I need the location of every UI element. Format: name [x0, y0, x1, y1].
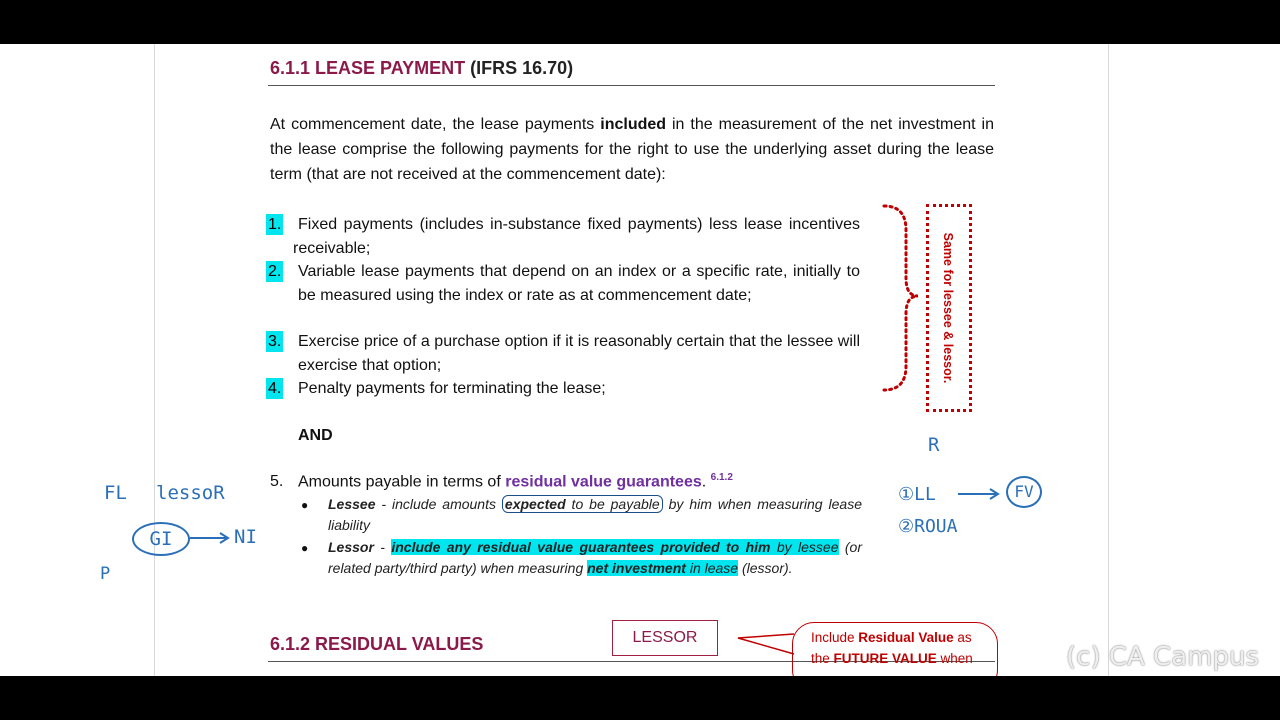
item-2-marker: 2.: [268, 263, 282, 280]
list-item-5: [298, 472, 733, 491]
intro-text-b: in the measurement of the net investment in the lease comprise the following payments for the right to use the underlying asset during the lease term (that are not received at the commencement date):: [270, 116, 994, 183]
lessor-bullet: [328, 537, 862, 579]
hand-fv: FV: [1014, 482, 1034, 501]
intro-bold: included: [600, 116, 667, 133]
item-5-text: Amounts payable in terms of: [298, 473, 506, 491]
heading-rule: [268, 85, 995, 86]
in-lease: in lease: [685, 560, 739, 576]
callout-text-b: as: [953, 630, 972, 645]
item-3-marker: 3.: [268, 333, 282, 350]
intro-paragraph: [270, 112, 994, 187]
hand-fl: FL: [104, 482, 127, 504]
hand-r: R: [928, 434, 940, 456]
intro-text-a: At commencement date, the lease payments: [270, 116, 601, 133]
hand-lessor: lessoR: [156, 482, 225, 504]
lessee-text-a: - include amounts: [375, 496, 502, 512]
lessor-after: (lessor).: [738, 560, 793, 576]
red-brace-icon: [878, 200, 922, 396]
net-investment: net investment: [587, 560, 686, 576]
lessor-highlight-2: [587, 560, 738, 576]
hand-ni: NI: [234, 526, 257, 548]
bottom-letterbox: [0, 676, 1280, 720]
callout-bold-a: Residual Value: [858, 630, 954, 645]
expected-boxed: [502, 495, 663, 513]
list-item-3: Exercise price of a purchase option if it is reasonably certain that the lessee will exercise that option;: [298, 333, 860, 374]
heading-number: 6.1.1 LEASE PAYMENT: [270, 58, 466, 78]
lessee-text-b: by him when measuring lease liability: [328, 496, 862, 533]
list-item-4: Penalty payments for terminating the lease;: [298, 380, 606, 397]
page-right-edge: [1108, 44, 1109, 676]
hand-p: P: [100, 564, 111, 584]
hand-roua: ②ROUA: [898, 516, 958, 537]
lessor-mid: (or related party/third party) when measuring: [328, 539, 862, 576]
item-1-marker: 1.: [268, 216, 282, 233]
section-heading-6-1-1: [270, 58, 573, 79]
and-label: AND: [298, 427, 333, 444]
lessor-hl1-rest: by lessee: [770, 539, 839, 555]
section-heading-6-1-2: 6.1.2 RESIDUAL VALUES: [270, 634, 484, 654]
item-5-marker: 5.: [270, 473, 284, 490]
callout-text-d: when: [936, 651, 973, 666]
page-left-edge: [154, 44, 155, 676]
item-4-marker: 4.: [268, 380, 282, 397]
item-5-period: .: [701, 473, 707, 491]
hand-gi: GI: [149, 528, 173, 550]
side-note-text: Same for lessee & lessor.: [941, 232, 955, 384]
callout-line-1: [811, 627, 987, 648]
hand-ll: ①LL: [898, 484, 936, 505]
lessee-bullet: [328, 494, 862, 536]
heading-ref: (IFRS 16.70): [470, 58, 574, 78]
callout-text-a: Include: [811, 630, 859, 645]
callout-bold-b: FUTURE VALUE: [833, 651, 937, 666]
arrow-right-icon: [190, 530, 232, 546]
hand-fv-circle: [1006, 476, 1042, 508]
callout-line-2: [811, 648, 987, 669]
to-be-payable: to be payable: [565, 496, 660, 512]
list-item-2: Variable lease payments that depend on an index or a specific rate, initially to be measured using the index or rate as at commencement date;: [298, 263, 860, 304]
bullet-dot: ●: [301, 541, 309, 555]
watermark: (c) CA Campus: [1066, 642, 1259, 672]
lessee-label: Lessee: [328, 496, 376, 512]
callout-pointer-icon: [736, 630, 798, 658]
lessor-label: Lessor: [328, 539, 374, 555]
top-letterbox: [0, 0, 1280, 44]
lessor-highlight-1: [391, 539, 838, 555]
residual-value-guarantees-term: residual value guarantees: [505, 473, 702, 491]
side-note: [938, 210, 958, 406]
expected-word: expected: [504, 496, 566, 512]
bullet-dot: ●: [301, 498, 309, 512]
hand-gi-circle: [132, 522, 190, 556]
document-page: [0, 44, 1280, 676]
cross-reference: 6.1.2: [710, 472, 733, 483]
lessor-dash: -: [373, 539, 392, 555]
callout-bubble: [792, 622, 998, 676]
lessor-hl1-bold: include any residual value guarantees provided to him: [391, 539, 771, 555]
list-item-1: Fixed payments (includes in-substance fixed payments) less lease incentives receivable;: [293, 216, 860, 257]
callout-text-c: the: [811, 651, 834, 666]
lessor-box: LESSOR: [612, 620, 718, 656]
arrow-right-icon: [958, 486, 1002, 502]
